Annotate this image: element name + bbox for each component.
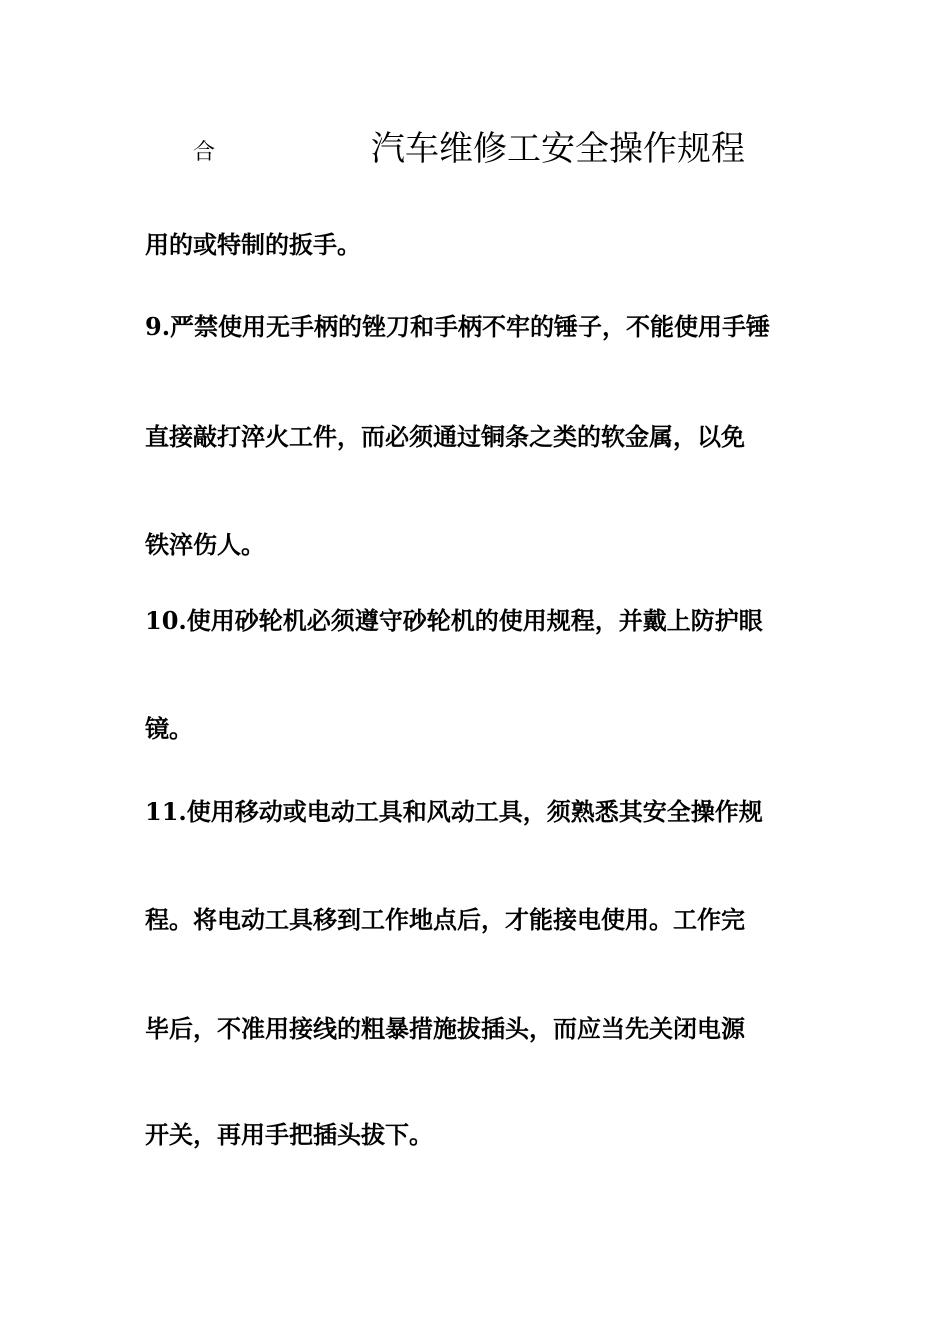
body-line: 铁淬伤人。: [145, 530, 265, 559]
body-line: 用的或特制的扳手。: [145, 230, 361, 259]
body-line: 9.严禁使用无手柄的锉刀和手柄不牢的锤子，不能使用手锤: [145, 312, 771, 341]
header-mark: 合: [193, 140, 216, 165]
body-line: 直接敲打淬火工件，而必须通过铜条之类的软金属，以免: [145, 422, 745, 451]
body-line: 开关，再用手把插头拔下。: [145, 1120, 433, 1149]
body-line: 11.使用移动或电动工具和风动工具，须熟悉其安全操作规: [145, 797, 763, 826]
body-line: 镜。: [145, 714, 193, 743]
body-line: 10.使用砂轮机必须遵守砂轮机的使用规程，并戴上防护眼: [145, 606, 763, 635]
body-line: 程。将电动工具移到工作地点后，才能接电使用。工作完: [145, 905, 745, 934]
body-line: 毕后，不准用接线的粗暴措施拔插头，而应当先关闭电源: [145, 1014, 745, 1043]
document-title: 汽车维修工安全操作规程: [371, 129, 745, 169]
